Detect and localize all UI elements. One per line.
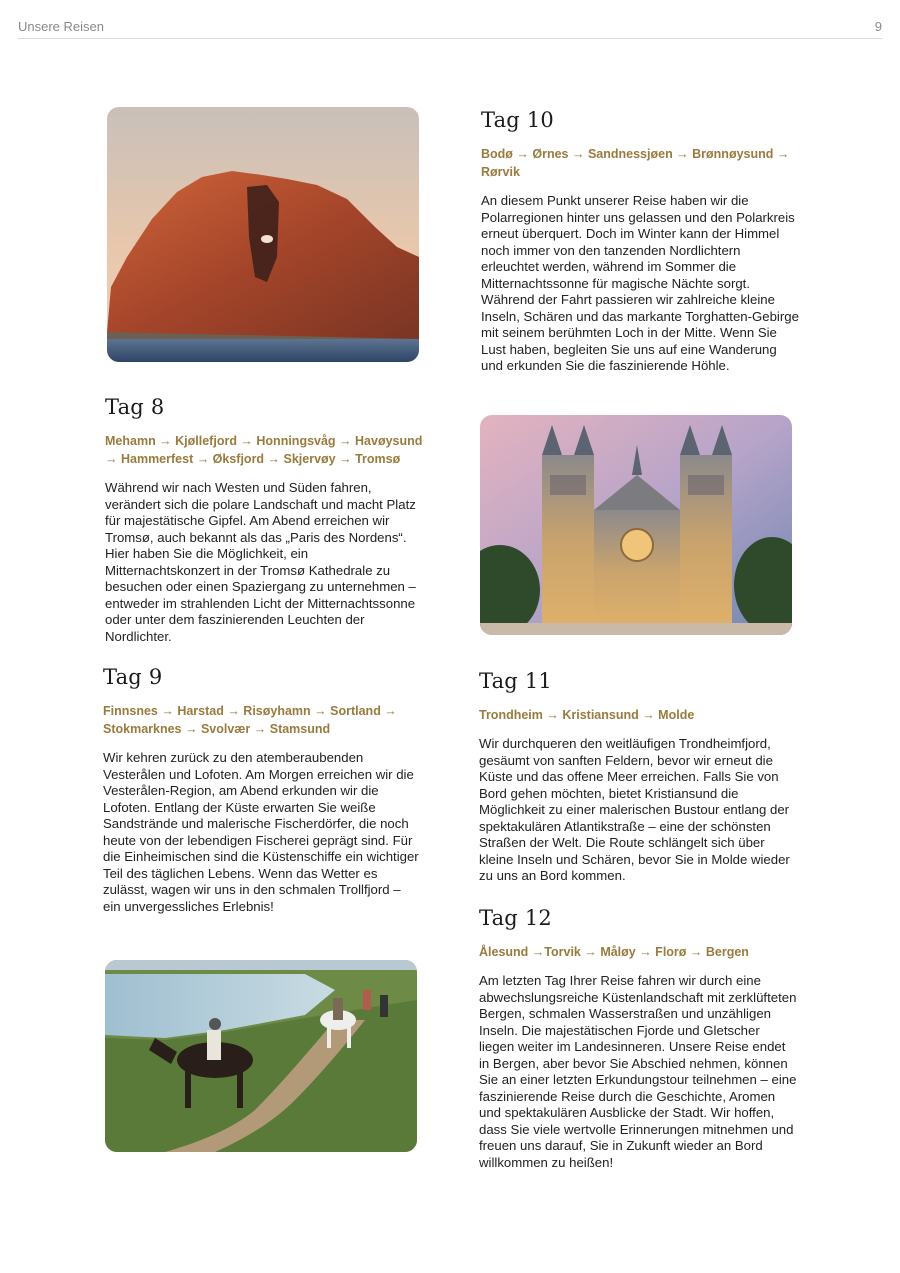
nidaros-cathedral-photo	[480, 415, 792, 635]
day-title: Tag 9	[103, 665, 163, 689]
day-section-11	[479, 668, 797, 885]
day-section-9	[103, 664, 421, 915]
day-description: Wir kehren zurück zu den atemberaubenden Vesterålen und Lofoten. Am Morgen erreichen wir die Vesterålen-Region, am Abend erkunden wir die Lofoten. Entlang der Küste erwarten Sie weiße Sandstrände und malerische Fischerdörfer, die noch heute von der lebendigen Fischerei geprägt sind. Für die Einheimischen sind die Küstenschiffe ein wichtiger Teil des täglichen Lebens. Wenn das Wetter es zulässt, wagen wir uns in den schmalen Trollfjord – ein unvergessliches Erlebnis!	[103, 750, 419, 914]
day-title: Tag 8	[105, 395, 165, 419]
day-route: Finnsnes → Harstad → Risøyhamn → Sortland → Stokmarknes → Svolvær → Stamsund	[103, 704, 397, 736]
torghatten-mountain-photo	[107, 107, 419, 362]
day-route: Bodø → Ørnes → Sandnessjøen → Brønnøysund → Rørvik	[481, 147, 790, 179]
page-header	[18, 0, 882, 39]
day-section-10	[481, 107, 799, 375]
day-title: Tag 12	[479, 906, 552, 930]
day-route: Mehamn → Kjøllefjord → Honningsvåg → Havøysund → Hammerfest → Øksfjord → Skjervøy → Tromsø	[105, 434, 423, 466]
page-number: 9	[874, 19, 882, 34]
day-title: Tag 10	[481, 108, 554, 132]
day-route: Trondheim → Kristiansund → Molde	[479, 708, 695, 722]
day-route: Ålesund →Torvik → Måløy → Florø → Bergen	[479, 945, 749, 959]
day-section-8	[105, 394, 423, 645]
day-title: Tag 11	[479, 669, 552, 693]
day-description: Wir durchqueren den weitläufigen Trondheimfjord, gesäumt von sanften Feldern, bevor wir erneut die Küste und das offene Meer erreichen. Falls Sie von Bord gehen möchten, bietet Kristiansund die Möglichkeit zu einer malerischen Bustour entlang der spektakulären Atlantikstraße – eine der schönsten Straßen der Welt. Die Route schlängelt sich über kleine Inseln und Schären, bevor Sie in Molde wieder zu uns an Bord kommen.	[479, 736, 790, 883]
section-title: Unsere Reisen	[18, 19, 104, 34]
day-section-12	[479, 905, 797, 1171]
horse-riding-coast-photo	[105, 960, 417, 1152]
day-description: An diesem Punkt unserer Reise haben wir die Polarregionen hinter uns gelassen und den Polarkreis erneut überquert. Doch im Winter kann der Himmel noch immer von den tanzenden Nordlichtern erleuchtet werden, während im Sommer die Mitternachtssonne für magische Nächte sorgt. Während der Fahrt passieren wir zahlreiche kleine Inseln, Schären und das markante Torghatten-Gebirge mit seinem berühmten Loch in der Mitte. Wenn Sie Lust haben, begleiten Sie uns auf eine Wanderung und erkunden Sie die faszinierende Höhle.	[481, 193, 799, 373]
day-description: Am letzten Tag Ihrer Reise fahren wir durch eine abwechslungsreiche Küstenlandschaft mit zerklüfteten Bergen, schmalen Wasserstraßen und unzähligen Inseln. Die majestätischen Fjorde und Gletscher liegen weiter im Landesinneren. Unsere Reise endet in Bergen, aber bevor Sie Abschied nehmen, können Sie an einer letzten Erkundungstour teilnehmen – eine faszinierende Reise durch die Geschichte, Aromen und spektakulären Ausblicke der Stadt. Wir hoffen, dass Sie viele wertvolle Erinnerungen mitnehmen und freuen uns darauf, Sie in Zukunft wieder an Bord willkommen zu heißen!	[479, 973, 797, 1170]
day-description: Während wir nach Westen und Süden fahren, verändert sich die polare Landschaft und macht Platz für majestätische Gipfel. Am Abend erreichen wir Tromsø, auch bekannt als das „Paris des Nordens“. Hier haben Sie die Möglichkeit, ein Mitternachtskonzert in der Tromsø Kathedrale zu besuchen oder einen Spaziergang zu unternehmen – entweder im strahlenden Licht der Mitternachtssonne oder unter dem faszinierenden Leuchten der Nordlichter.	[105, 480, 416, 644]
